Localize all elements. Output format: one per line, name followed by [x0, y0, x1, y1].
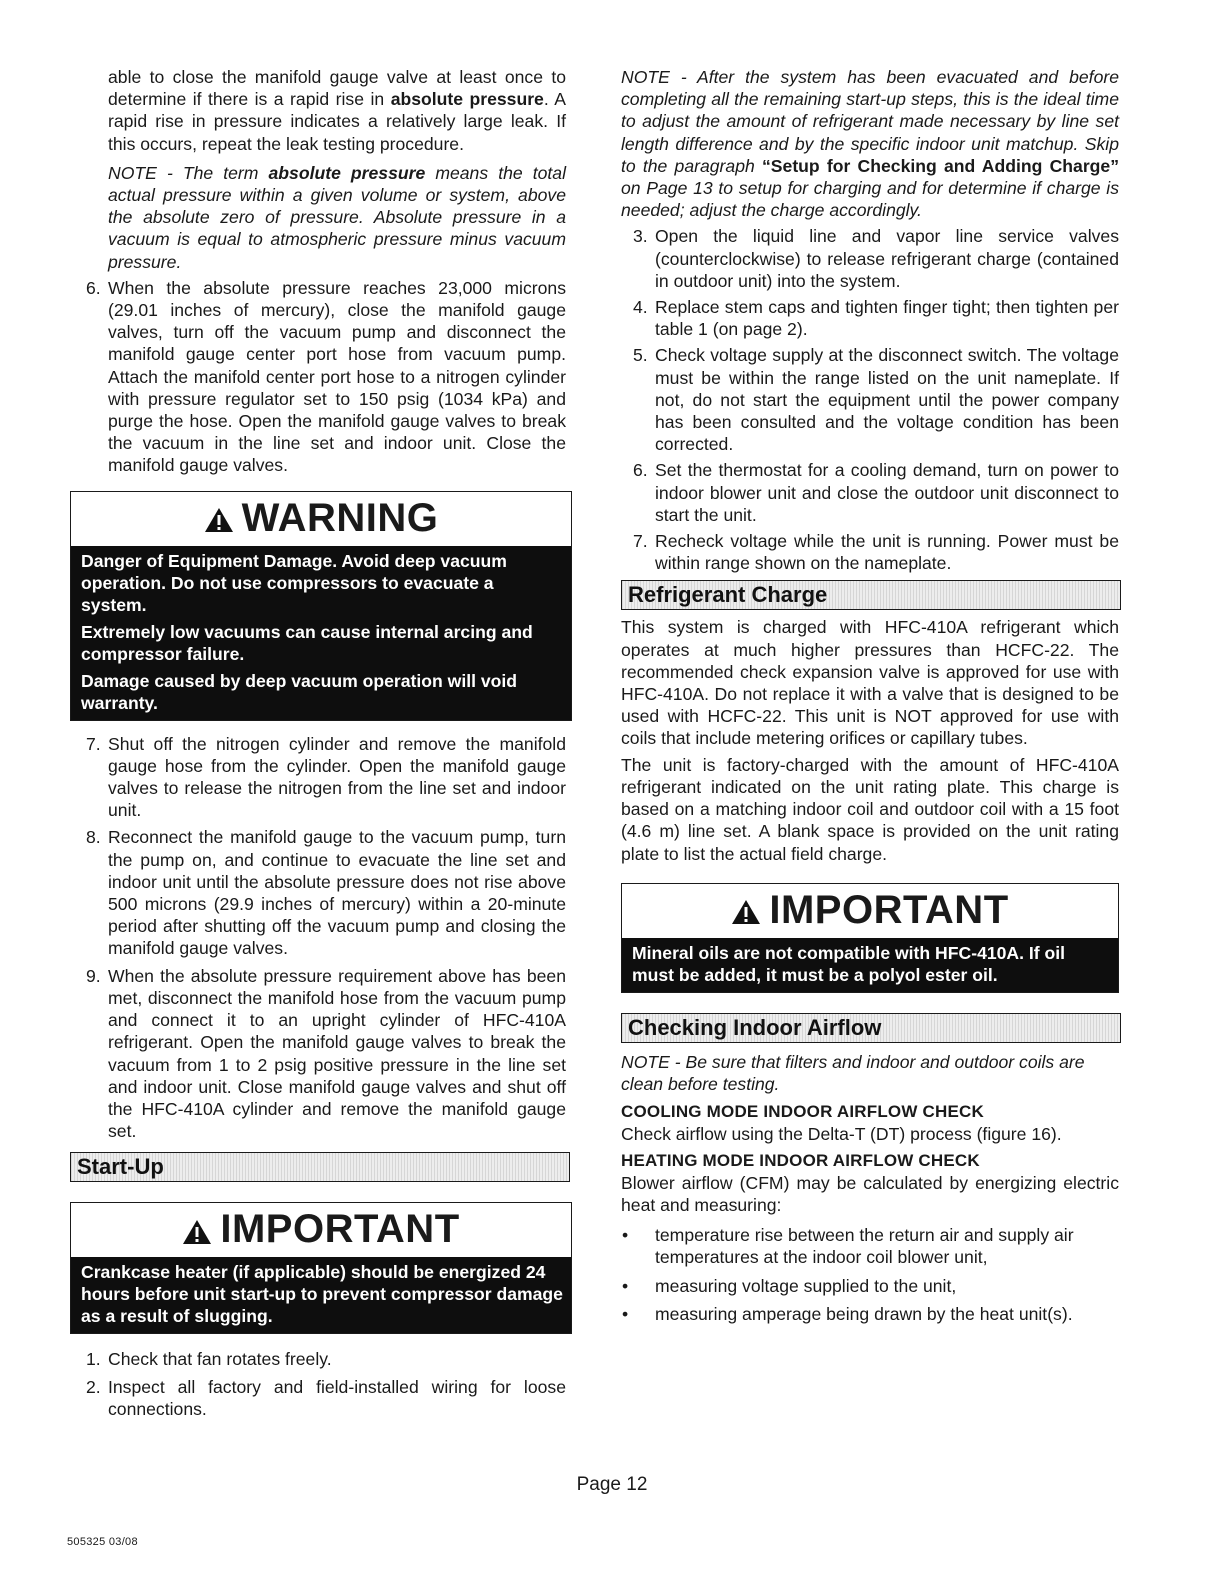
warning-triangle-icon: [731, 899, 761, 925]
refrigerant-paragraph-1: This system is charged with HFC-410A refrigerant which operates at much higher pressures than HCFC-22. The recommended check expansion valve is approved for use with HFC-410A. Do not replace it with a valve that is designed to be used with HCFC-22. This unit is NOT approved for use with coils that include metering orifices or capillary tubes.: [621, 617, 1119, 749]
list-item: • measuring voltage supplied to the unit,: [622, 1275, 957, 1296]
step-list-3-7: [633, 225, 1119, 574]
airflow-note: NOTE - Be sure that filters and indoor and outdoor coils are clean before testing.: [621, 1051, 1085, 1094]
bullet-icon: •: [622, 1303, 629, 1324]
list-item: 4. Replace stem caps and tighten finger tight; then tighten per table 1 (on page 2).: [633, 297, 1119, 340]
indoor-airflow-banner: Checking Indoor Airflow: [621, 1013, 1121, 1043]
cooling-mode-heading: COOLING MODE INDOOR AIRFLOW CHECK: [621, 1102, 984, 1122]
warning-box: [70, 491, 572, 721]
right-column: [621, 66, 1119, 1331]
absolute-pressure-note: NOTE - The term absolute pressure means the total actual pressure within a given volume or system, above the absolute zero of pressure. Absolute pressure in a vacuum is equal to atmospheric pressure minus vacuum pressure.: [108, 162, 566, 272]
list-item: 7. Recheck voltage while the unit is running. Power must be within range shown on the nameplate.: [633, 531, 1119, 574]
important-title: IMPORTANT: [71, 1203, 571, 1257]
list-item: 5. Check voltage supply at the disconnect switch. The voltage must be within the range listed on the unit nameplate. If not, do not start the equipment until the power company has been consulted and the voltage condition has been corrected.: [633, 345, 1119, 455]
warning-line: Damage caused by deep vacuum operation will void warranty.: [81, 670, 518, 713]
list-item: 3. Open the liquid line and vapor line service valves (counterclockwise) to release refrigerant charge (contained in outdoor unit) into the system.: [633, 226, 1119, 291]
warning-body: [71, 546, 571, 720]
warning-line: Danger of Equipment Damage. Avoid deep vacuum operation. Do not use compressors to evacuate a system.: [81, 550, 507, 615]
page-number: Page 12: [576, 1474, 648, 1495]
important-body: Mineral oils are not compatible with HFC-410A. If oil must be added, it must be a polyol ester oil.: [622, 938, 1118, 992]
heating-mode-text: Blower airflow (CFM) may be calculated by energizing electric heat and measuring:: [621, 1172, 1119, 1215]
important-body: Crankcase heater (if applicable) should be energized 24 hours before unit start-up to prevent compressor damage as a result of slugging.: [71, 1257, 571, 1333]
list-item: • temperature rise between the return air and supply air temperatures at the indoor coil blower unit,: [622, 1225, 1074, 1268]
startup-step-list: [86, 1348, 566, 1420]
important-box-crankcase: [70, 1202, 572, 1334]
list-item: 8. Reconnect the manifold gauge to the vacuum pump, turn the pump on, and continue to evacuate the line set and indoor unit until the absolute pressure does not rise above 500 microns (29.9 inches of mercury) within a 20-minute period after shutting off the vacuum pump and closing the manifold gauge valves.: [86, 827, 566, 959]
refrigerant-paragraph-2: The unit is factory-charged with the amount of HFC-410A refrigerant indicated on the unit rating plate. This charge is based on a matching indoor coil and outdoor coil with a 15 foot (4.6 m) line set. A blank space is provided on the unit rating plate to list the actual field charge.: [621, 754, 1119, 864]
step-list-6: [86, 277, 566, 477]
warning-title: WARNING: [71, 492, 571, 546]
important-title: IMPORTANT: [622, 884, 1118, 938]
left-column: [77, 66, 566, 1420]
warning-triangle-icon: [182, 1219, 212, 1245]
step-list-7-9: [86, 733, 566, 1143]
heating-mode-heading: HEATING MODE INDOOR AIRFLOW CHECK: [621, 1150, 980, 1170]
refrigerant-charge-banner: Refrigerant Charge: [621, 580, 1121, 610]
warning-triangle-icon: [204, 507, 234, 533]
charge-adjust-note: NOTE - After the system has been evacuated and before completing all the remaining start-up steps, this is the ideal time to adjust the amount of refrigerant made necessary by line set length difference and by the specific indoor unit matchup. Skip to the paragraph “Setup for Checking and Adding Charge” on Page 13 to setup for charging and for determine if charge is needed; adjust the charge accordingly.: [621, 67, 1120, 221]
list-item: 7. Shut off the nitrogen cylinder and remove the manifold gauge hose from the cylinder. Open the manifold gauge valves to release the nitrogen from the line set and indoor unit.: [86, 733, 566, 821]
important-box-oil: [621, 883, 1119, 993]
intro-paragraph: able to close the manifold gauge valve at least once to determine if there is a rapid rise in absolute pressure. A rapid rise in pressure indicates a relatively large leak. If this occurs, repeat the leak testing procedure.: [108, 67, 566, 154]
list-item: 2. Inspect all factory and field-installed wiring for loose connections.: [86, 1376, 566, 1419]
startup-section-banner: Start-Up: [70, 1152, 570, 1182]
bullet-icon: •: [622, 1275, 629, 1296]
warning-line: Extremely low vacuums can cause internal arcing and compressor failure.: [81, 621, 533, 664]
list-item: 6. Set the thermostat for a cooling demand, turn on power to indoor blower unit and close the outdoor unit disconnect to start the unit.: [633, 460, 1119, 525]
bullet-icon: •: [622, 1225, 629, 1246]
cooling-mode-text: Check airflow using the Delta-T (DT) process (figure 16).: [621, 1124, 1062, 1145]
measurement-bullet-list: [621, 1224, 1119, 1325]
list-item: 9. When the absolute pressure requirement above has been met, disconnect the manifold hose from the vacuum pump and connect it to an upright cylinder of HFC-410A refrigerant. Open the manifold gauge valves to break the vacuum from 1 to 2 psig positive pressure in the line set and indoor unit. Close manifold gauge valves and shut off the HFC-410A cylinder and remove the manifold gauge set.: [86, 965, 566, 1142]
list-item: 1. Check that fan rotates freely.: [86, 1349, 332, 1370]
document-code: 505325 03/08: [67, 1536, 138, 1548]
list-item: • measuring amperage being drawn by the heat unit(s).: [622, 1303, 1073, 1324]
list-item: 6. When the absolute pressure reaches 23,000 microns (29.01 inches of mercury), close the manifold gauge valves, turn off the vacuum pump and disconnect the manifold gauge center port hose from vacuum pump. Attach the manifold center port hose to a nitrogen cylinder with pressure regulator set to 150 psig (1034 kPa) and purge the hose. Open the manifold gauge valves to break the vacuum in the line set and indoor unit. Close the manifold gauge valves.: [86, 277, 566, 476]
